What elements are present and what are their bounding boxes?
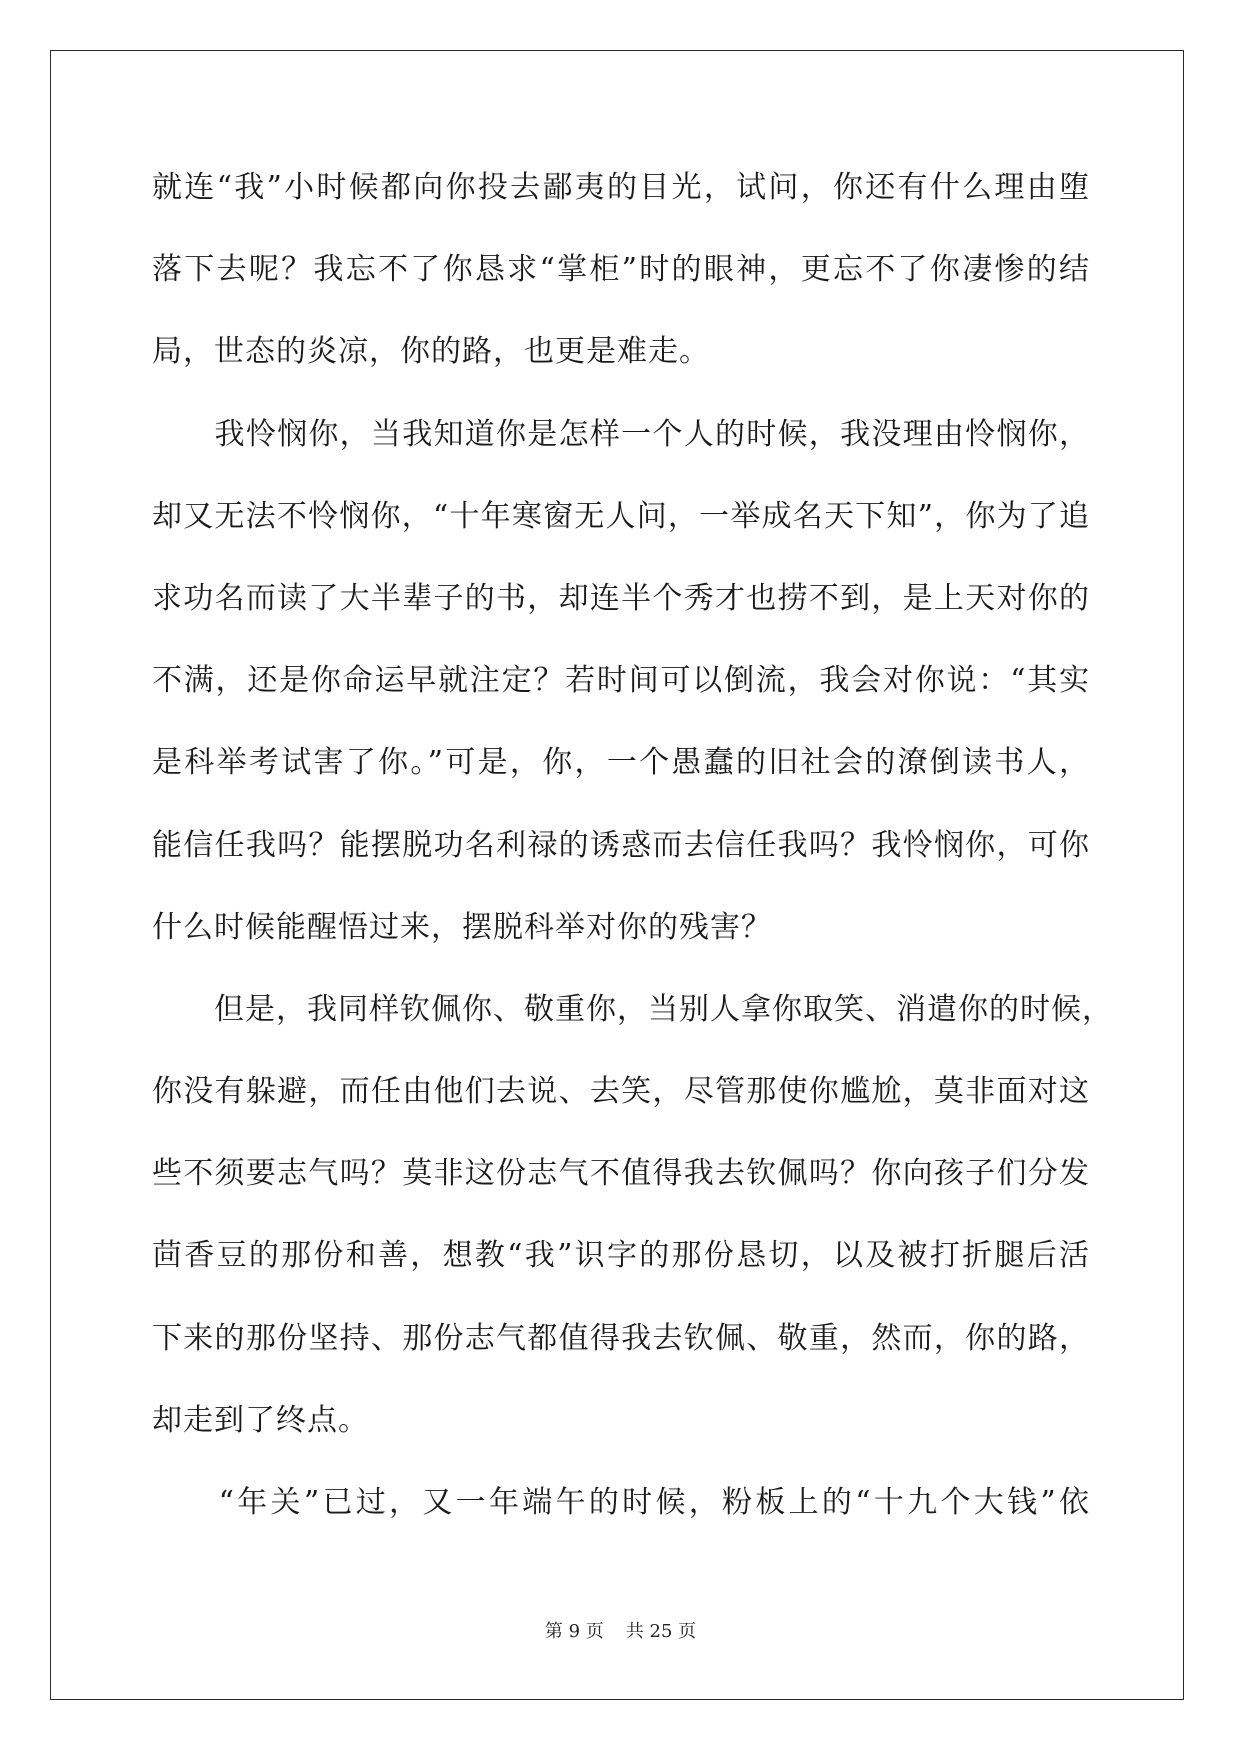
- text-line: 能信任我吗？能摆脱功名利禄的诱惑而去信任我吗？我怜悯你，可你: [152, 827, 1090, 863]
- text-line: 局，世态的炎凉，你的路，也更是难走。: [152, 334, 710, 370]
- text-line: 是科举考试害了你。”可是，你，一个愚蠢的旧社会的潦倒读书人，: [152, 745, 1090, 781]
- text-line: 落下去呢？我忘不了你恳求“掌柜”时的眼神，更忘不了你凄惨的结: [152, 252, 1090, 288]
- page-footer: [0, 1617, 1241, 1643]
- text-line: 你没有躲避，而任由他们去说、去笑，尽管那使你尴尬，莫非面对这: [152, 1074, 1090, 1110]
- text-line: 却又无法不怜悯你，“十年寒窗无人问，一举成名天下知”，你为了追: [152, 498, 1090, 534]
- page-total: 共 25 页: [625, 1621, 697, 1642]
- text-line: 什么时候能醒悟过来，摆脱科举对你的残害？: [152, 909, 772, 945]
- document-body: [152, 158, 1113, 1555]
- text-line: “年关”已过，又一年端午的时候，粉板上的“十九个大钱”依: [152, 1485, 1090, 1520]
- text-line: 些不须要志气吗？莫非这份志气不值得我去钦佩吗？你向孩子们分发: [152, 1156, 1090, 1192]
- text-line: 就连“我”小时候都向你投去鄙夷的目光，试问，你还有什么理由堕: [152, 170, 1090, 205]
- text-line: 不满，还是你命运早就注定？若时间可以倒流，我会对你说：“其实: [152, 663, 1090, 699]
- text-line: 求功名而读了大半辈子的书，却连半个秀才也捞不到，是上天对你的: [152, 580, 1090, 616]
- text-line: 茴香豆的那份和善，想教“我”识字的那份恳切，以及被打折腿后活: [152, 1238, 1090, 1274]
- text-line: 但是，我同样钦佩你、敬重你，当别人拿你取笑、消遣你的时候，: [152, 991, 1113, 1027]
- text-line: 却走到了终点。: [152, 1402, 369, 1438]
- page-number: 第 9 页: [544, 1621, 604, 1642]
- text-line: 我怜悯你，当我知道你是怎样一个人的时候，我没理由怜悯你，: [152, 416, 1090, 452]
- text-line: 下来的那份坚持、那份志气都值得我去钦佩、敬重，然而，你的路，: [152, 1320, 1090, 1356]
